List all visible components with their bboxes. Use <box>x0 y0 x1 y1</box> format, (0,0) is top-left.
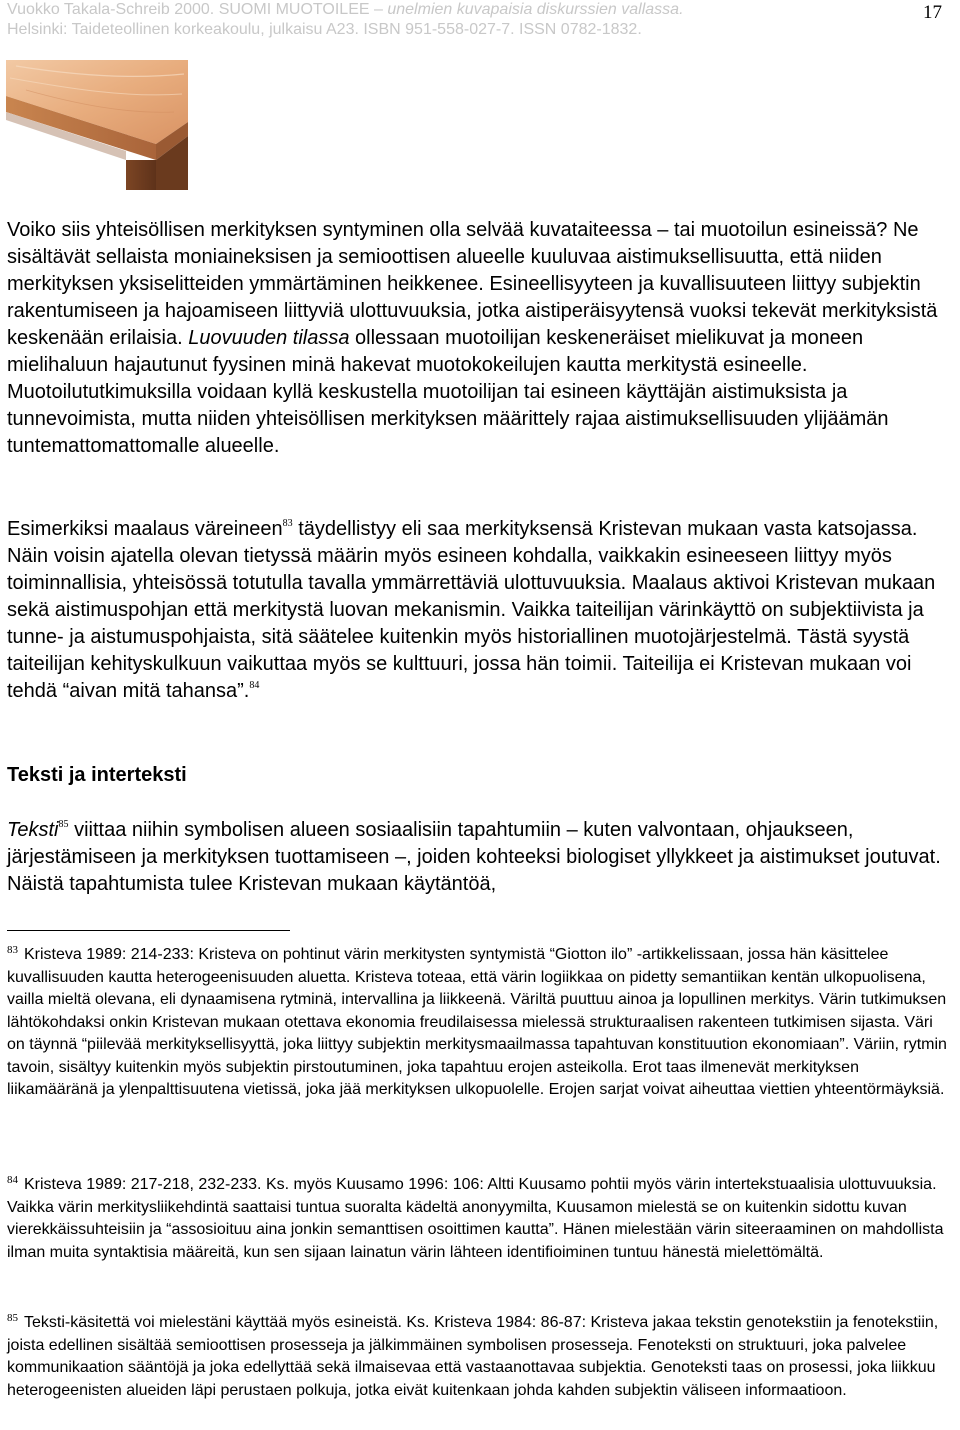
footnote-text: Teksti-käsitettä voi mielestäni käyttää myös esineistä. Ks. Kristeva 1984: 86-87: Kristeva jakaa tekstin genotekstiin ja fenotekstiin, joista edellinen sisältää semioottisen prosesseja ja jälkimmäinen symbolisen prosesseja. Fenoteksti on struktuuri, joka palvelee kommunikaation sääntöjä ja joka edellyttää sekä ilmaisevaa että vastaanottavaa subjektia. Genoteksti taas on prosessi, joka liikkuu heterogeenisten alueiden läpi perustaen polkuja, jotka eivät kuitenkaan johda kahden subjektin väliseen informaatioon. <box>7 1314 939 1399</box>
footnote-number: 85 <box>7 1311 18 1324</box>
header-dash: – <box>374 1 383 18</box>
running-header <box>7 0 887 40</box>
paragraph-3 <box>7 817 947 898</box>
header-book-subtitle: unelmien kuvapaisia diskurssien vallassa. <box>387 1 684 18</box>
footnote-text: Kristeva 1989: 214-233: Kristeva on pohtinut värin merkitysten syntymistä “Giotton ilo” -artikkelissaan, jossa hän käsittelee kuvallisuuden kautta heterogeenisuuden aluetta. Kristeva toteaa, että värin logiikkaa on pidetty semantiikan kentän ulkopuolisena, vailla mieltä olevana, eli dynaamisena rytminä, intervallina ja liikkeenä. Väriltä puuttuu ainoa ja lopullinen merkitys. Värin tutkimuksen lähtökohdaksi onkin Kristevan mukaan otettava ekonomia freudilaisessa mielessä strukturaalisen rakenteen tutkimisen sijasta. Väri on täynnä “piilevää merkityksellisyyttä, joka liittyy subjektin merkitysmaailmassa tapahtuvan konstituution ekonomiaan”. Väriin, rytmin tavoin, sisältyy kuitenkin myös subjektin pirstoutuminen, joka tapahtuu erojen asteikolla. Erot taas ilmenevät merkityksen liikamääränä ja ylenpalttisuutena vietissä, joka jää merkityksen ulkopuolelle. Erojen sarjat voivat aiheuttaa viettien yhteentörmäyksiä. <box>7 946 947 1098</box>
footnote-84 <box>7 1174 952 1264</box>
paragraph-2 <box>7 516 947 705</box>
footnote-number: 83 <box>7 943 18 956</box>
paragraph-2-text-a: Esimerkiksi maalaus väreineen <box>7 518 283 540</box>
footnote-text: Kristeva 1989: 217-218, 232-233. Ks. myös Kuusamo 1996: 106: Altti Kuusamo pohtii myös värin intertekstuaalisia ulottuvuuksia. Vaikka värin merkitysliikehdintä saattaisi tuntua suoralta kädeltä anonyymilta, Kuusamon mielestä se on kuitenkin sidottu kuvan vierekkäissuhteisiin ja “assosioituu aina jonkin semanttisen osoittimen kautta”. Hänen mielestään värin siteeraaminen on mahdollista ilman muita syntaktisia määreitä, kun sen sijaan lainatun värin lähteen identifioiminen tuntuu hänestä mielettömältä. <box>7 1176 944 1261</box>
paragraph-1-italic: Luovuuden tilassa <box>188 327 350 349</box>
paragraph-1-text-a: Voiko siis yhteisöllisen merkityksen syntyminen olla selvää kuvataiteessa – tai muotoilun esineissä? Ne sisältävät sellaista moniaineksisen ja semioottisen alueelle kuuluvaa aistimuksellisuutta, että niiden merkityksen yksiselitteiden ymmärtäminen heikkenee. Esineellisyyteen ja kuvallisuuteen liittyy subjektin rakentumiseen ja hajoamiseen liittyviä ulottuvuuksia, jotka aistiperäisyytensä vuoksi tekevät merkityksistä keskenään erilaisia. <box>7 219 938 349</box>
header-line-1 <box>7 0 887 20</box>
footnote-ref-84[interactable]: 84 <box>249 680 260 691</box>
footnote-85 <box>7 1312 952 1402</box>
page-number: 17 <box>923 2 942 23</box>
footnote-ref-83[interactable]: 83 <box>282 518 293 529</box>
footnote-divider <box>7 930 290 931</box>
table-photo <box>6 60 188 190</box>
paragraph-3-text: viittaa niihin symbolisen alueen sosiaalisiin tapahtumiin – kuten valvontaan, ohjaukseen, järjestämiseen ja merkityksen tuottamiseen –, joiden kohteeksi biologiset yllykkeet ja aistimukset joutuvat. Näistä tapahtumista tulee Kristevan mukaan käytäntöä, <box>7 819 941 895</box>
footnote-83 <box>7 944 952 1102</box>
paragraph-1-text-b: ollessaan muotoilijan keskeneräiset mielikuvat ja moneen mielihaluun hajautunut fyysinen minä hakevat muotokokeilujen kautta merkitystä esineelle. Muotoilututkimuksilla voidaan kyllä keskustella muotoilijan tai esineen käyttäjän aistimuksista ja tunnevoimista, mutta niiden yhteisöllisen merkityksen määrittely rajaa aistimuksellisuuden ylijäämän tuntemattomattomalle alueelle. <box>7 327 889 457</box>
section-heading: Teksti ja interteksti <box>7 764 187 786</box>
footnote-ref-85[interactable]: 85 <box>58 819 69 830</box>
header-line-2: Helsinki: Taideteollinen korkeakoulu, julkaisu A23. ISBN 951-558-027-7. ISSN 0782-1832. <box>7 21 642 38</box>
wooden-table-corner-icon <box>6 60 188 190</box>
footnote-number: 84 <box>7 1173 18 1186</box>
paragraph-1 <box>7 217 947 460</box>
header-author: Vuokko Takala-Schreib 2000. <box>7 1 215 18</box>
paragraph-3-italic: Teksti <box>7 819 59 841</box>
header-book-title: SUOMI MUOTOILEE <box>218 1 370 18</box>
paragraph-2-text-b: täydellistyy eli saa merkityksensä Kristevan mukaan vasta katsojassa. Näin voisin ajatella olevan tietyssä määrin myös esineen kohdalla, vaikkakin esineeseen liittyy myös toiminnallisia, yhteisössä totutulla tavalla ymmärrettäviä ulottuvuuksia. Maalaus aktivoi Kristevan mukaan sekä aistimuspohjan että merkitystä luovan mekanismin. Vaikka taiteilijan värinkäyttö on subjektiivista ja tunne- ja aistumuspohjaista, sitä säätelee kuitenkin myös historiallinen muotojärjestelmä. Tästä syystä taiteilijan kehityskulkuun vaikuttaa myös se kulttuuri, jossa hän toimii. Taiteilija ei Kristevan mukaan voi tehdä “aivan mitä tahansa”. <box>7 518 936 702</box>
